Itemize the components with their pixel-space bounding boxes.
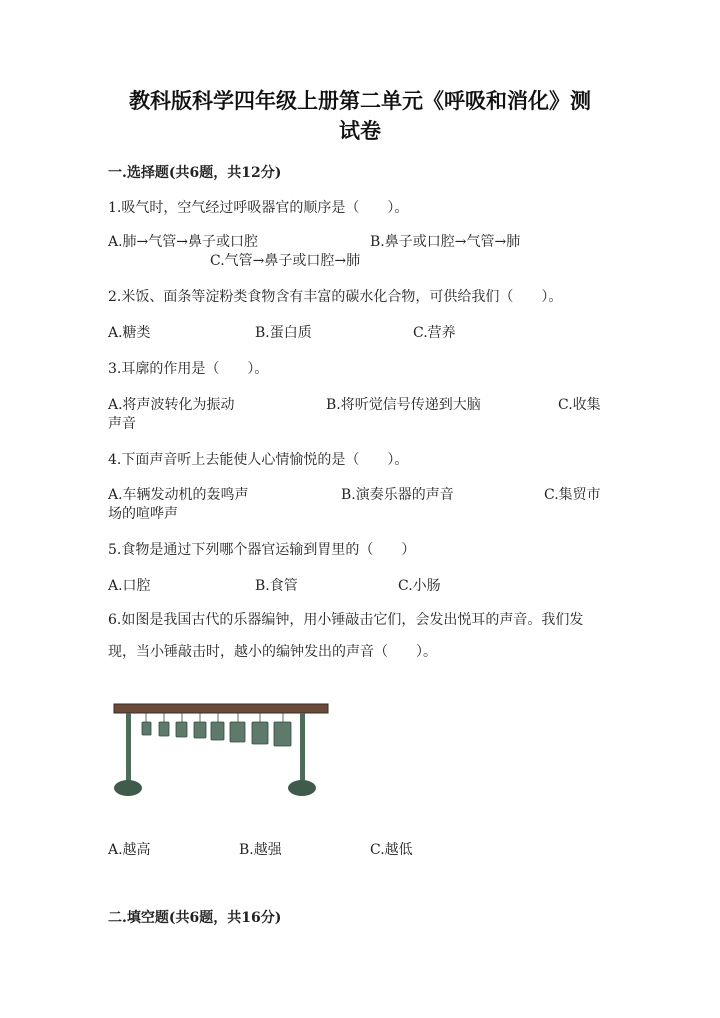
question-4-stem: 4.下面声音听上去能使人心情愉悦的是（ ）。: [108, 452, 409, 468]
section-heading-fill-in-blank: 二.填空题(共6题，共16分): [108, 910, 282, 926]
page-title: [100, 86, 620, 146]
question-5-option-a: A.口腔: [108, 578, 151, 594]
question-6-option-b: B.越强: [239, 842, 282, 858]
question-1-option-c: C.气管→鼻子或口腔→肺: [210, 253, 361, 269]
question-1-option-b: B.鼻子或口腔→气管→肺: [370, 234, 521, 250]
question-6-stem-line-1: 6.如图是我国古代的乐器编钟，用小锤敲击它们，会发出悦耳的声音。我们发: [108, 612, 584, 628]
question-2-option-c: C.营养: [413, 325, 456, 341]
question-4-option-a: A.车辆发动机的轰鸣声: [108, 487, 249, 503]
bianzhong-bells-image: [112, 700, 332, 805]
question-4-option-c: C.集贸市: [544, 487, 601, 503]
question-5-option-c: C.小肠: [398, 578, 441, 594]
question-3-option-c: C.收集: [558, 397, 601, 413]
question-3-option-c-continued: 声音: [108, 416, 136, 432]
title-line-1: 教科版科学四年级上册第二单元《呼吸和消化》测: [129, 88, 591, 113]
question-5-option-b: B.食管: [255, 578, 298, 594]
question-6-stem-line-2: 现，当小锤敲击时，越小的编钟发出的声音（ ）。: [108, 644, 437, 660]
question-6-option-a: A.越高: [108, 842, 151, 858]
question-3-option-a: A.将声波转化为振动: [108, 397, 235, 413]
question-4-option-b: B.演奏乐器的声音: [341, 487, 454, 503]
question-2-stem: 2.米饭、面条等淀粉类食物含有丰富的碳水化合物，可供给我们（ ）。: [108, 289, 563, 305]
question-6-stem: [108, 604, 608, 668]
question-6-option-c: C.越低: [370, 842, 413, 858]
question-1-option-a: A.肺→气管→鼻子或口腔: [108, 234, 259, 250]
title-line-2: 试卷: [339, 118, 381, 143]
question-1-stem: 1.吸气时，空气经过呼吸器官的顺序是（ ）。: [108, 200, 409, 216]
question-3-stem: 3.耳廓的作用是（ ）。: [108, 361, 269, 377]
question-3-option-b: B.将听觉信号传递到大脑: [326, 397, 481, 413]
question-4-option-c-continued: 场的喧哗声: [108, 506, 178, 522]
question-2-option-b: B.蛋白质: [255, 325, 312, 341]
question-5-stem: 5.食物是通过下列哪个器官运输到胃里的（ ）: [108, 542, 416, 558]
section-heading-multiple-choice: 一.选择题(共6题，共12分): [108, 165, 282, 181]
question-2-option-a: A.糖类: [108, 325, 151, 341]
